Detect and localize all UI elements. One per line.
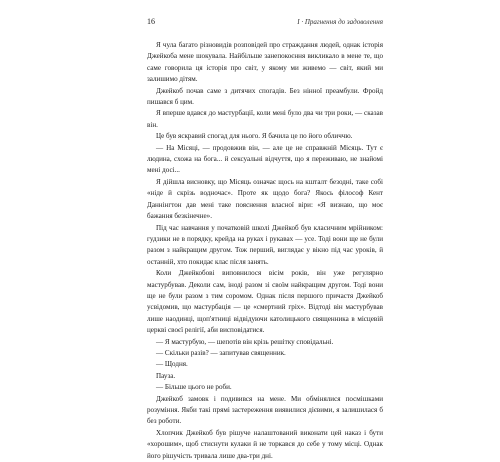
paragraph: — Більше цього не роби. — [156, 383, 232, 392]
paragraph: — Щодня. — [156, 360, 188, 369]
paragraph: Коли Джейкобові виповнилося вісім років, він уже регулярно мастурбував. Деколи сам, іноді разом зі своїм найкращим другом. Тоді вони ще не були разом з тим соромом. Однак після першого причастя Джейкоб усвідомив, що мастурбація — це «смертний гріх». Відтоді він мастурбував лише наодинці, щоп'ятниці відвідуючи католицького священника в місцевій церкві своєї релігії, аби висповідатися. — [147, 269, 383, 335]
running-head: I · Прагнення до задоволення — [297, 18, 383, 26]
page-header — [147, 17, 383, 29]
paragraph: Джейкоб замовк і подивився на мене. Ми обмінялися посмішками розуміння. Якби такі прямі застереження виявилися дієвими, я залишилася б без роботи. — [147, 394, 383, 426]
paragraph: Я дійшла висновку, що Місяць означає щось на кшталт безодні, таке собі «ніде й скрізь водночас». Проте як щодо бога? Якось філософ Кент Даннінгтон дав мені таке пояснення власної віри: «Я визнаю, що моє бажання безкінечне». — [147, 177, 383, 221]
page-number: 16 — [147, 17, 155, 26]
body-text — [147, 40, 383, 462]
paragraph: Хлопчик Джейкоб був рішуче налаштований виконати цей наказ і бути «хорошим», щоб стиснути кулаки й не торкався до себе у тому місці. Однак його рішучість тривала лише два-три дні. — [147, 428, 383, 460]
paragraph: Це був яскравий спогад для нього. Я бачила це по його обличчю. — [156, 132, 353, 141]
paragraph: Під час навчання у початковій школі Джейкоб був класичним мрійником: гудзики не в порядку, крейда на руках і рукавах — усе. Тоді вони ще не були разом з найкращим другом. Тож перший, виглядає у вікно під час уроків, й останній, хто покидає клас після занять. — [147, 223, 383, 266]
paragraph: Джейкоб почав саме з дитячих спогадів. Без нінної преамбули. Фройд пишався б цим. — [147, 86, 383, 107]
paragraph: Пауза. — [156, 371, 176, 380]
paragraph: — Я мастурбую, — шепотів він крізь решітку сповідальні. — [156, 337, 334, 346]
paragraph: — На Місяці, — продовжив він, — але це не справжній Місяць. Тут є людина, схожа на бога... й сексуальні відчуття, що я переживаю, не знайомі мені досі... — [147, 143, 383, 175]
paragraph: Я вперше вдався до мастурбації, коли мені було два чи три роки, — сказав він. — [147, 109, 383, 129]
paragraph: Я чула багато різновидів розповідей про страждання людей, однак історія Джейкоба мене шокувала. Найбільше занепокоєння викликало в мене те, що саме говорила ця історія про світ, у якому ми живемо — світ, який ми залишимо дітям. — [147, 41, 383, 84]
paragraph: — Скільки разів? — запитував священник. — [156, 348, 286, 357]
